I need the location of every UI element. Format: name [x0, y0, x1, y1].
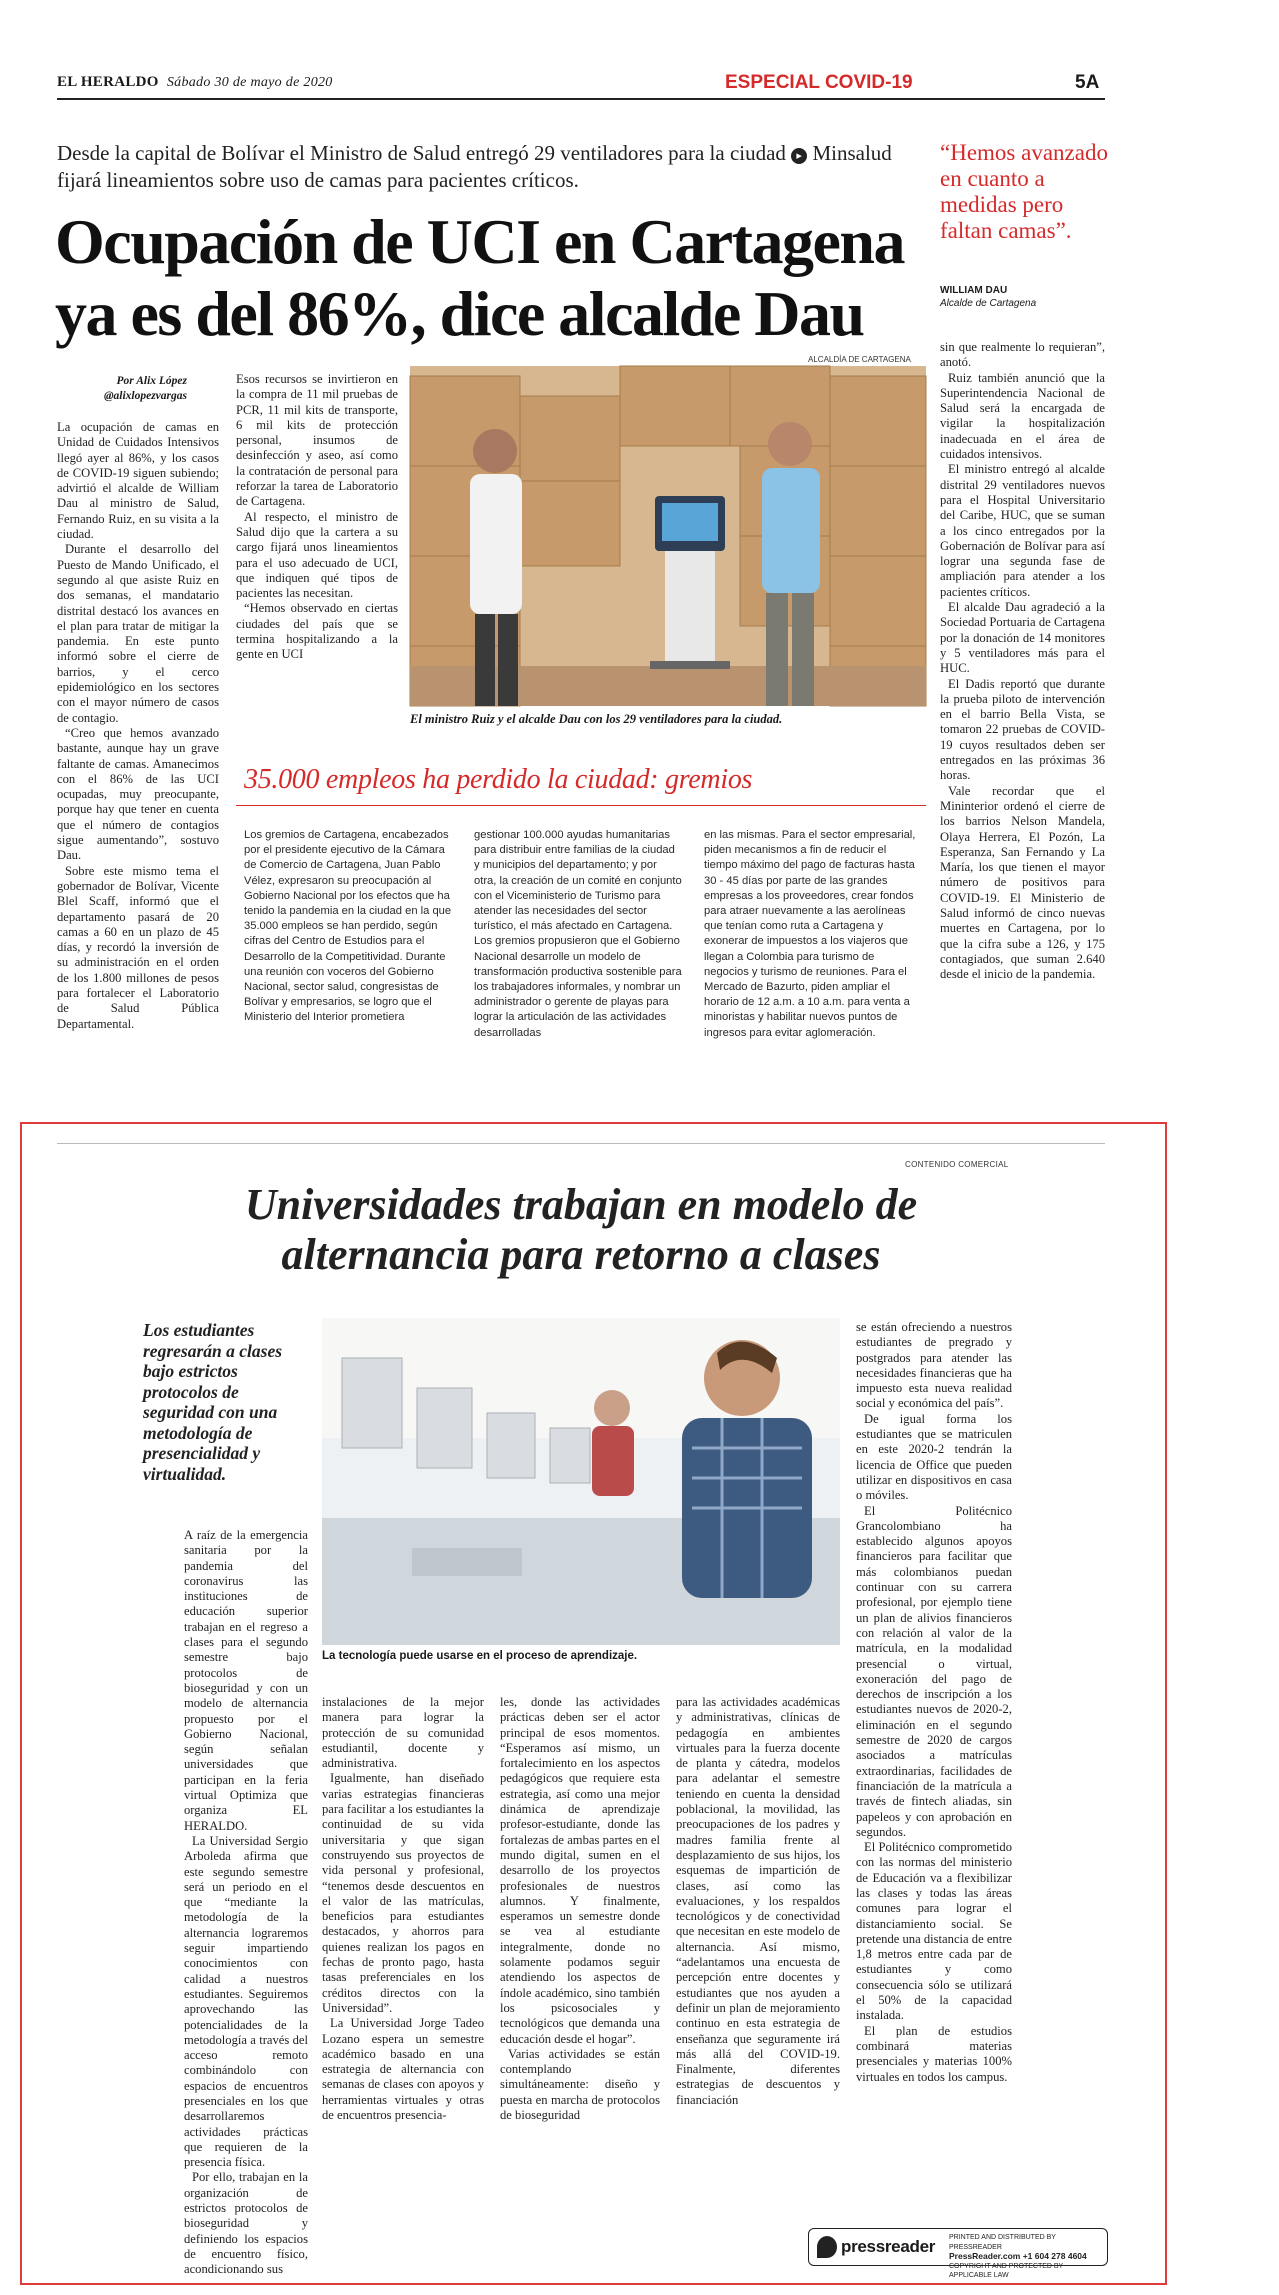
paragraph: De igual forma los estudiantes que se matriculen en este 2020-2 tendrán la licencia de Office que pueden utilizar en dispositivos en casa o móviles.: [856, 1411, 1012, 1503]
paragraph: “Hemos observado en ciertas ciudades del país que se termina hospitalizando a la gente en UCI: [236, 601, 398, 662]
paragraph: El Politécnico Grancolombiano ha establecido algunos apoyos financieros para facilitar que más colombianos puedan continuar con su carrera profesional, por ejemplo tiene un plan de alivios financieros con relación al valor de la matrícula, en la modalidad presencial o virtual, exoneración del pago de derechos de inscripción a los estudiantes nuevos de 2020-2, eliminación en el segundo semestre de 2020 de cargos asociados a matrículas extraordinarias, facilidades de financiación de la matrícula a través de fintech aliadas, sin papeleos y con aprobación en segundos.: [856, 1503, 1012, 1839]
kicker-part-2: Minsalud fijará lineamientos sobre uso de camas para pacientes críticos.: [57, 141, 892, 192]
commercial-column-1: [184, 1528, 308, 2277]
paragraph: La Universidad Jorge Tadeo Lozano espera un semestre académico basado en una estrategia de alternancia con semanas de clases con apoyos y herramientas virtuales y otras de encuentros presencia-: [322, 2016, 484, 2123]
kicker-part-1: Desde la capital de Bolívar el Ministro de Salud entregó 29 ventiladores para la ciudad: [57, 141, 786, 165]
paragraph: instalaciones de la mejor manera para lograr la protección de su comunidad estudiantil, docente y administrativa.: [322, 1695, 484, 1771]
paper-name: EL HERALDO: [57, 74, 159, 90]
headline-line-2: ya es del 86%, dice alcalde Dau: [55, 278, 864, 349]
sidebar-column-2: gestionar 100.000 ayudas humanitarias para distribuir entre familias de la ciudad y municipios del departamento; y por otra, la creación de un comité en conjunto con el Viceministerio de Turismo para atender las necesidades del sector turístico, el más afectado en Cartagena. Los gremios propusieron que el Gobierno Nacional desarrolle un modelo de transformación productiva sostenible para los trabajadores informales, y nombrar un administrador o gerente de playas para lograr la articulación de las actividades desarrolladas: [474, 829, 682, 1039]
paragraph: Ruiz también anunció que la Superintendencia Nacional de Salud será la encargada de vigilar la hospitalización inadecuada en el área de cuidados intensivos.: [940, 370, 1105, 462]
sidebar-title: 35.000 empleos ha perdido la ciudad: gremios: [244, 764, 753, 795]
header-rule: [57, 98, 1105, 100]
bullet-arrow-icon: ▸: [791, 148, 807, 164]
paragraph: para las actividades académicas y administrativas, clínicas de pedagogía en ambientes virtuales para la fuerza docente de planta y cátedra, modelos para adelantar el semestre teniendo en cuenta la densidad poblacional, la movilidad, las preocupaciones de los padres y madres familia frente al desplazamiento de sus hijos, los esquemas de impartición de clases, así como las evaluaciones, y los respaldos tecnológicos y de conectividad que necesitan en este modelo de alternancia. Así mismo, “adelantamos una encuesta de percepción entre docentes y estudiantes que nos ayuden a definir un plan de mejoramiento continuo en esta estrategia de enseñanza que seguramente irá más allá del COVID-19. Finalmente, diferentes estrategias de descuentos y financiación: [676, 1695, 840, 2107]
paragraph: Varias actividades se están contemplando simultáneamente: diseño y puesta en marcha de protocolos de bioseguridad: [500, 2046, 660, 2123]
issue-date: Sábado 30 de mayo de 2020: [166, 75, 333, 90]
ministers-illustration: [410, 366, 926, 706]
paragraph: Esos recursos se invirtieron en la compra de 11 mil pruebas de PCR, 11 mil kits de transporte, 6 mil kits de protección personal, insumos de desinfección y aseo, así como la contratación de personal para reforzar la tarea de Laboratorio de Cartagena.: [236, 372, 398, 509]
photo-credit: ALCALDÍA DE CARTAGENA: [808, 355, 911, 364]
pressreader-badge: [808, 2228, 1108, 2279]
header-paper: [57, 74, 333, 91]
students-photo: [322, 1318, 840, 1645]
article1-column-1: [57, 420, 219, 1110]
paragraph: les, donde las actividades prácticas deben ser el actor principal de esos momentos. “Esperamos así mismo, un fortalecimiento en los aspectos pedagógicos que requiere esta estrategia, así como una mejor dinámica de aprendizaje profesor-estudiante, donde las fortalezas de ambas partes en el mundo digital, sumen en el desarrollo de los proyectos profesionales de nuestros alumnos. Y finalmente, esperamos un semestre donde se vea al estudiante integralmente, donde no solamente podamos seguir atendiendo los aspectos de índole académico, sino también los psicosociales y tecnológicos que demanda una educación desde el hogar”.: [500, 1695, 660, 2046]
byline-handle: @alixlopezvargas: [103, 390, 187, 402]
pressreader-line-1: PRINTED AND DISTRIBUTED BY PRESSREADER: [949, 2234, 1056, 2251]
commercial-headline-line-2: alternancia para retorno a clases: [281, 1230, 881, 1279]
ministers-photo: [410, 366, 926, 706]
paragraph: La ocupación de camas en Unidad de Cuidados Intensivos llegó ayer al 86%, y los casos de COVID-19 siguen subiendo; advirtió el alcalde de William Dau al ministro de Salud, Fernando Ruiz, en su visita a la ciudad.: [57, 420, 219, 542]
pressreader-logo-icon: [817, 2236, 837, 2258]
pressreader-line-3: COPYRIGHT AND PROTECTED BY APPLICABLE LAW: [949, 2262, 1064, 2279]
paragraph: El ministro entregó al alcalde distrital 29 ventiladores nuevos para el Hospital Universitario del Caribe, HUC, que se suman a los cinco entregados por la Gobernación de Bolívar para así lograr una segunda fase de ampliación para atender a los pacientes críticos.: [940, 462, 1105, 599]
sidebar-column-1: Los gremios de Cartagena, encabezados por el presidente ejecutivo de la Cámara de Comercio de Cartagena, Juan Pablo Vélez, expresaron su preocupación al Gobierno Nacional por los efectos que ha tenido la pandemia en la ciudad en la que 35.000 empleos se han perdido, según cifras del Centro de Estudios para el Desarrollo de la Competitividad. Durante una reunión con voceros del Gobierno Nacional, sector salud, congresistas de Bolívar y empresarios, se logro que el Ministerio del Interior prometiera: [244, 829, 452, 1024]
commercial-lead: Los estudiantes regresarán a clases bajo estrictos protocolos de seguridad con una metodología de presencialidad y virtualidad.: [143, 1320, 283, 1484]
byline: [57, 374, 187, 404]
headline: [55, 206, 904, 350]
paragraph: La Universidad Sergio Arboleda afirma que este segundo semestre será un periodo en el que “mediante la metodología de la alternancia lograremos seguir impartiendo conocimientos con calidad a nuestros estudiantes. Seguiremos aprovechando las potencialidades de la metodología a través del acceso remoto combinándolo con espacios de encuentros presenciales en los que desarrollaremos actividades prácticas que requieren de la presencia física.: [184, 1833, 308, 2170]
pressreader-brand: pressreader: [841, 2237, 936, 2256]
article1-column-right: [940, 340, 1105, 1110]
pull-quote: “Hemos avanzado en cuanto a medidas pero faltan camas”.: [940, 140, 1108, 243]
byline-author: Por Alix López: [116, 375, 187, 387]
paragraph: El alcalde Dau agradeció a la Sociedad Portuaria de Cartagena por la donación de 14 monitores y 5 ventiladores más para el HUC.: [940, 600, 1105, 676]
paragraph: A raíz de la emergencia sanitaria por la pandemia del coronavirus las instituciones de educación superior trabajan en el regreso a clases para el segundo semestre bajo protocolos de bioseguridad y con un modelo de alternancia propuesto por el Gobierno Nacional, según señalan universidades que participan en la feria virtual Optimiza que organiza EL HERALDO.: [184, 1528, 308, 1833]
photo-caption: El ministro Ruiz y el alcalde Dau con los 29 ventiladores para la ciudad.: [410, 712, 783, 726]
paragraph: “Creo que hemos avanzado bastante, aunque hay un grave faltante de camas. Amanecimos con el 86% de las UCI ocupadas, muy preocupante, porque hay que tener en cuenta que el número de contagios sigue aumentando”, sostuvo Dau.: [57, 725, 219, 863]
paragraph: El plan de estudios combinará materias presenciales y materias 100% virtuales en todos los campus.: [856, 2023, 1012, 2084]
paragraph: se están ofreciendo a nuestros estudiantes de pregrado y postgrados para atender las necesidades financieras que ha impuesto esta nueva realidad social y económica del país”.: [856, 1320, 1012, 1411]
paragraph: Durante el desarrollo del Puesto de Mando Unificado, el segundo al que asiste Ruiz en dos semanas, el mandatario distrital destacó los avances en el plan para tratar de mitigar la pandemia. En este punto informó sobre el cierre de barrios, y el cerco epidemiológico en los sectores con el mayor número de casos de contagio.: [57, 542, 219, 725]
page-number: 5A: [1075, 72, 1100, 93]
paragraph: El Politécnico comprometido con las normas del ministerio de Educación va a flexibilizar las clases y todas las áreas comunes para lograr el distanciamiento social. Se pretende una distancia de entre 1,8 metros entre cada par de estudiantes y como consecuencia sólo se utilizará el 50% de la capacidad instalada.: [856, 1840, 1012, 2023]
commercial-column-5: [856, 1320, 1012, 2188]
commercial-column-4: [676, 1695, 840, 2187]
commercial-column-3: [500, 1695, 660, 2187]
quote-author: WILLIAM DAU: [940, 285, 1008, 296]
article1-column-2: [236, 372, 398, 734]
students-photo-caption: La tecnología puede usarse en el proceso de aprendizaje.: [322, 1650, 638, 1662]
quote-role: Alcalde de Cartagena: [940, 298, 1037, 309]
headline-line-1: Ocupación de UCI en Cartagena: [55, 206, 904, 277]
sidebar-rule: [236, 805, 926, 806]
pressreader-line-2: PressReader.com +1 604 278 4604: [949, 2251, 1087, 2261]
paragraph: Al respecto, el ministro de Salud dijo que la cartera a su cargo fijará unos lineamientos para el uso adecuado de UCI, que indiquen qué tipos de pacientes las necesitan.: [236, 509, 398, 601]
paragraph: Vale recordar que el Mininterior ordenó el cierre de los barrios Nelson Mandela, Olaya Herrera, El Pozón, La Esperanza, San Fernando y La María, los que tienen el mayor número de positivos para COVID-19. El Ministerio de Salud informó de cinco nuevas muertes en Cartagena, por lo que la cifra sube a 126, y 175 contagiados, que suman 2.640 desde el inicio de la pandemia.: [940, 783, 1105, 982]
paragraph: sin que realmente lo requieran”, anotó.: [940, 340, 1105, 370]
paragraph: Por ello, trabajan en la organización de estrictos protocolos de bioseguridad y definiendo los espacios de encuentro físico, acondicionando sus: [184, 2170, 308, 2277]
section-label: ESPECIAL COVID-19: [725, 72, 913, 93]
pressreader-info: [949, 2233, 1107, 2281]
paragraph: Sobre este mismo tema el gobernador de Bolívar, Vicente Blel Scaff, informó que el departamento pasará de 20 camas a 60 en un plazo de 45 días, y recordó la inversión de su administración en el orden de los 1.800 millones de pesos para fortalecer el Laboratorio de Salud Pública Departamental.: [57, 863, 219, 1031]
commercial-headline: [57, 1180, 1105, 1280]
paragraph: El Dadis reportó que durante la prueba piloto de intervención en el barrio Bella Vista, se tomaron 22 pruebas de COVID-19 cuyos resultados deben ser entregados en las próximas 36 horas.: [940, 676, 1105, 783]
paragraph: Igualmente, han diseñado varias estrategias financieras para facilitar a los estudiantes la continuidad de su vida universitaria y que sigan construyendo sus proyectos de vida personal y profesional, “tenemos desde descuentos en el valor de las matrículas, beneficios para estudiantes destacados, y ahorros para quienes realizan los pagos en fechas de pronto pago, hasta tasas preferenciales en los créditos directos con la Universidad”.: [322, 1771, 484, 2015]
commercial-column-2: [322, 1695, 484, 2187]
sidebar-column-3: en las mismas. Para el sector empresarial, piden mecanismos a fin de reducir el tiempo máximo del pago de facturas hasta 30 - 45 días por parte de las grandes empresas a los proveedores, crear fondos para atraer nuevamente a las aerolíneas que tenían como ruta a Cartagena y exonerar de impuestos a los viajeros que llegan a Colombia para turismo de negocios y turismo de reuniones. Para el Mercado de Bazurto, piden ampliar el horario de 12 a.m. a 10 a.m. para venta a minoristas y habilitar nuevos puntos de ingresos para evitar aglomeración.: [704, 829, 916, 1039]
commercial-tag: CONTENIDO COMERCIAL: [905, 1160, 1009, 1169]
commercial-headline-line-1: Universidades trabajan en modelo de: [244, 1180, 918, 1229]
kicker: [57, 140, 907, 194]
students-illustration: [322, 1318, 840, 1645]
